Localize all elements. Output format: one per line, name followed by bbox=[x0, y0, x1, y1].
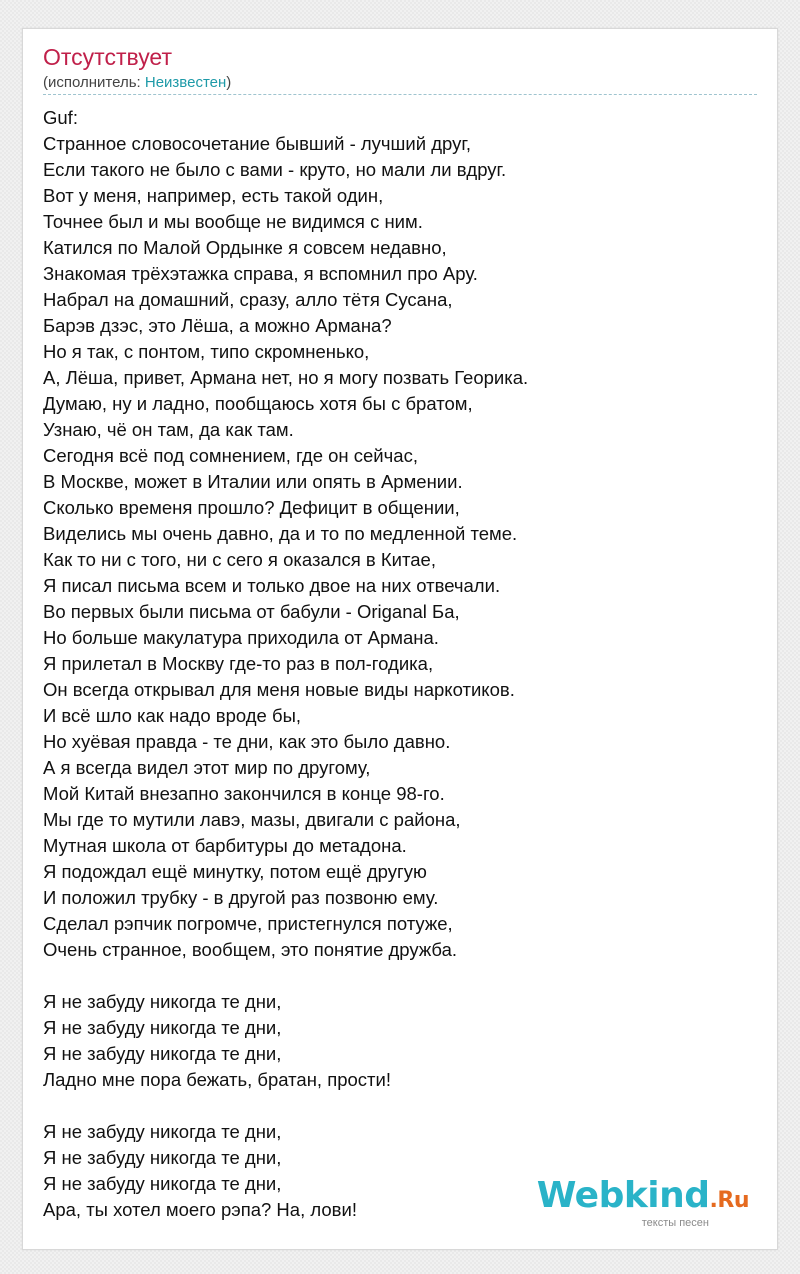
artist-prefix: (исполнитель: bbox=[43, 74, 145, 91]
lyrics-line: Мы где то мутили лавэ, мазы, двигали с района, bbox=[43, 809, 461, 830]
lyrics-line: Но я так, с понтом, типо скромненько, bbox=[43, 341, 370, 362]
lyrics-line: Но хуёвая правда - те дни, как это было давно. bbox=[43, 731, 451, 752]
lyrics-line: В Москве, может в Италии или опять в Армении. bbox=[43, 471, 463, 492]
lyrics-line: А я всегда видел этот мир по другому, bbox=[43, 757, 371, 778]
lyrics-line: Сколько временя прошло? Дефицит в общении, bbox=[43, 497, 460, 518]
lyrics-line: Я не забуду никогда те дни, bbox=[43, 1173, 282, 1194]
lyrics-line: Набрал на домашний, сразу, алло тётя Сусана, bbox=[43, 289, 453, 310]
lyrics-line: Катился по Малой Ордынке я совсем недавно, bbox=[43, 237, 447, 258]
logo-brand bbox=[536, 1175, 749, 1219]
lyrics-line: Но больше макулатура приходила от Армана. bbox=[43, 627, 439, 648]
lyrics-blank-line bbox=[43, 1093, 759, 1119]
lyrics-line: Знакомая трёхэтажка справа, я вспомнил про Ару. bbox=[43, 263, 478, 284]
lyrics-text bbox=[43, 105, 759, 1223]
lyrics-line: Я не забуду никогда те дни, bbox=[43, 1147, 282, 1168]
site-logo[interactable] bbox=[536, 1175, 749, 1229]
title-divider bbox=[43, 94, 757, 95]
lyrics-line: Точнее был и мы вообще не видимся с ним. bbox=[43, 211, 423, 232]
lyrics-line: Я прилетал в Москву где-то раз в пол-годика, bbox=[43, 653, 434, 674]
lyrics-line: А, Лёша, привет, Армана нет, но я могу позвать Георика. bbox=[43, 367, 529, 388]
artist-link[interactable]: Неизвестен bbox=[144, 74, 227, 91]
song-title: Отсутствует bbox=[43, 44, 172, 70]
lyrics-line: Узнаю, чё он там, да как там. bbox=[43, 419, 294, 440]
lyrics-line: Ладно мне пора бежать, братан, прости! bbox=[43, 1069, 391, 1090]
lyrics-line: Мутная школа от барбитуры до метадона. bbox=[43, 835, 407, 856]
artist-suffix: ) bbox=[226, 74, 232, 91]
lyrics-line: Сегодня всё под сомнением, где он сейчас, bbox=[43, 445, 418, 466]
lyrics-line: Если такого не было с вами - круто, но мали ли вдруг. bbox=[43, 159, 507, 180]
lyrics-line: Я писал письма всем и только двое на них отвечали. bbox=[43, 575, 501, 596]
lyrics-line: Я не забуду никогда те дни, bbox=[43, 991, 282, 1012]
lyrics-line: Я не забуду никогда те дни, bbox=[43, 1121, 282, 1142]
lyrics-line: Как то ни с того, ни с сего я оказался в Китае, bbox=[43, 549, 436, 570]
lyrics-line: Я не забуду никогда те дни, bbox=[43, 1043, 282, 1064]
lyrics-line: И всё шло как надо вроде бы, bbox=[43, 705, 302, 726]
lyrics-line: Странное словосочетание бывший - лучший друг, bbox=[43, 133, 471, 154]
lyrics-line: И положил трубку - в другой раз позвоню ему. bbox=[43, 887, 439, 908]
lyrics-line: Мой Китай внезапно закончился в конце 98-го. bbox=[43, 783, 445, 804]
lyrics-line: Виделись мы очень давно, да и то по медленной теме. bbox=[43, 523, 518, 544]
lyrics-line: Guf: bbox=[43, 107, 78, 128]
lyrics-line: Во первых были письма от бабули - Origanal Ба, bbox=[43, 601, 460, 622]
lyrics-blank-line bbox=[43, 963, 759, 989]
lyrics-line: Ара, ты хотел моего рэпа? На, лови! bbox=[43, 1199, 357, 1220]
lyrics-line: Думаю, ну и ладно, пообщаюсь хотя бы с братом, bbox=[43, 393, 473, 414]
lyrics-line: Вот у меня, например, есть такой один, bbox=[43, 185, 384, 206]
artist-line bbox=[43, 73, 231, 93]
logo-brand-name: Webkind bbox=[536, 1175, 710, 1216]
lyrics-line: Я не забуду никогда те дни, bbox=[43, 1017, 282, 1038]
logo-tld: .Ru bbox=[709, 1188, 749, 1213]
lyrics-line: Я подождал ещё минутку, потом ещё другую bbox=[43, 861, 427, 882]
lyrics-line: Он всегда открывал для меня новые виды наркотиков. bbox=[43, 679, 515, 700]
lyrics-line: Сделал рэпчик погромче, пристегнулся потуже, bbox=[43, 913, 453, 934]
lyrics-line: Барэв дзэс, это Лёша, а можно Армана? bbox=[43, 315, 392, 336]
lyrics-card bbox=[22, 28, 778, 1250]
logo-tagline: тексты песен bbox=[641, 1217, 709, 1229]
lyrics-line: Очень странное, вообщем, это понятие дружба. bbox=[43, 939, 458, 960]
